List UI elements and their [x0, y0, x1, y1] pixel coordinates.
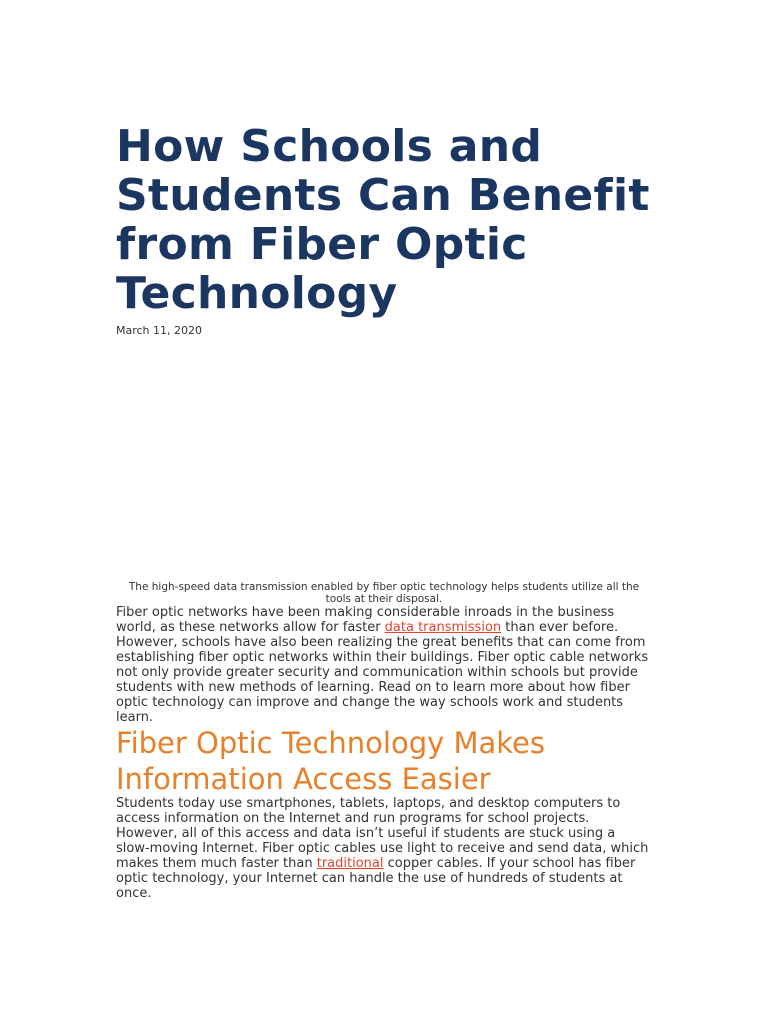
image-caption: The high-speed data transmission enabled by fiber optic technology helps students utilize all the tools at their disposal.: [128, 581, 640, 605]
section-heading: Fiber Optic Technology Makes Information Access Easier: [116, 726, 546, 796]
data-transmission-link[interactable]: data transmission: [384, 620, 502, 635]
publish-date: March 11, 2020: [116, 324, 203, 337]
paragraph-text: Students today use smartphones, tablets, laptops, and desktop computers to access information on the Internet and run programs for school projects. However, all of this access and data isn’t useful if students are stuck using a slow-moving Internet. Fiber optic cables use light to receive and send data, which makes them much faster than: [116, 796, 649, 871]
paragraph-text: copper cables. If your school has fiber optic technology, your Internet can handle the use of hundreds of students at once.: [116, 856, 636, 901]
paragraph-text: than ever before. However, schools have also been realizing the great benefits that can come from establishing fiber optic networks within their buildings. Fiber optic cable networks not only provide greater security and communication within schools but provide students with new methods of learning. Read on to learn more about how fiber optic technology can improve and change the way schools work and students learn.: [116, 620, 649, 725]
article-title: How Schools and Students Can Benefit from Fiber Optic Technology: [116, 121, 650, 319]
intro-paragraph: [116, 605, 652, 725]
article-image: [116, 346, 652, 576]
traditional-link[interactable]: traditional: [316, 856, 384, 871]
section-paragraph: [116, 796, 652, 901]
paragraph-text: Fiber optic networks have been making considerable inroads in the business world, as these networks allow for faster: [116, 605, 615, 635]
